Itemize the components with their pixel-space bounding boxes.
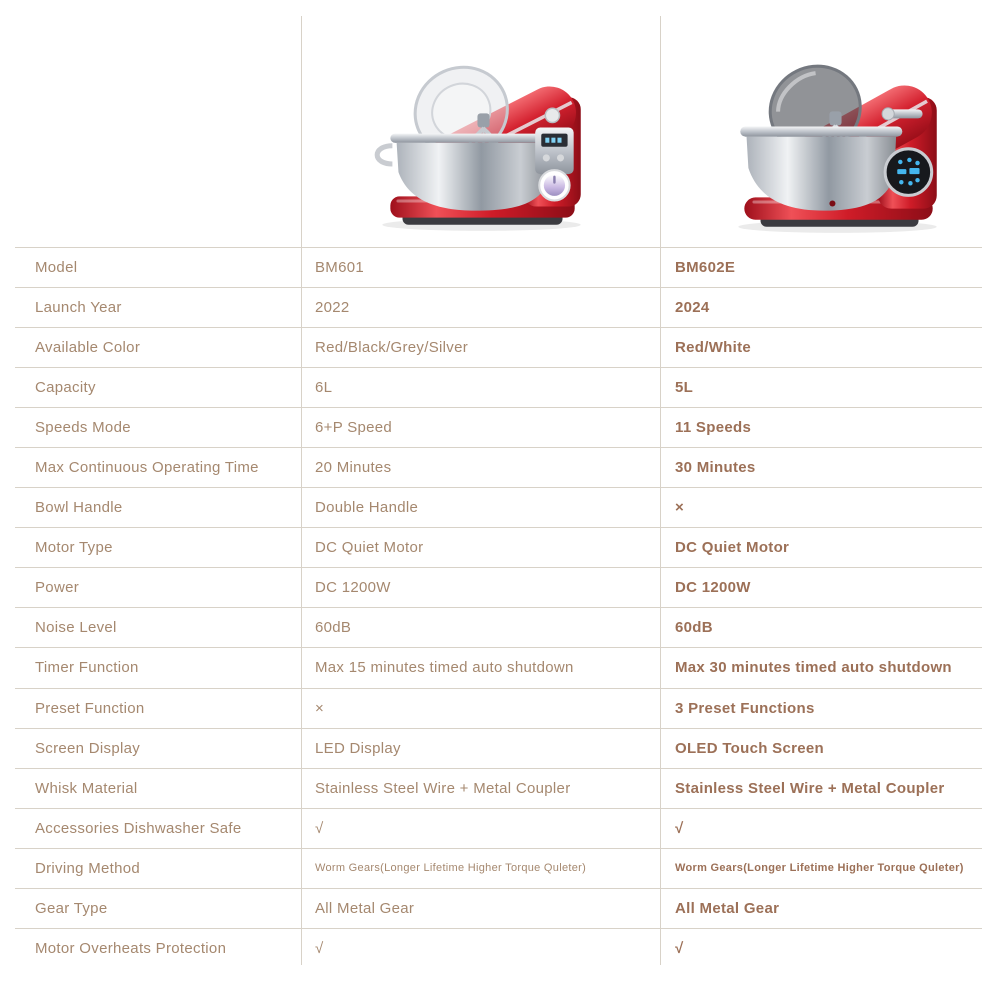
spec-value-bm602e: 60dB <box>675 619 713 637</box>
spec-value-bm601: × <box>315 699 325 717</box>
spec-label: Preset Function <box>35 699 145 717</box>
table-row-preset-function <box>15 688 982 728</box>
table-row-launch-year <box>15 287 982 327</box>
spec-value-bm601: All Metal Gear <box>315 899 415 917</box>
spec-value-bm602e: Stainless Steel Wire + Metal Coupler <box>675 779 945 797</box>
spec-label: Driving Method <box>35 859 141 877</box>
spec-label: Available Color <box>35 339 141 357</box>
stand-mixer-bm601-illustration <box>362 10 600 238</box>
spec-value-bm601: 6+P Speed <box>315 419 393 437</box>
spec-value-bm601: DC Quiet Motor <box>315 539 424 557</box>
table-row-motor-type <box>15 527 982 567</box>
spec-value-bm601: Worm Gears(Longer Lifetime Higher Torque Quleter) <box>315 862 587 875</box>
table-row-gear-type <box>15 888 982 928</box>
spec-value-bm601: Stainless Steel Wire + Metal Coupler <box>315 779 571 797</box>
spec-label: Motor Overheats Protection <box>35 939 227 957</box>
spec-value-bm602e: 3 Preset Functions <box>675 699 815 717</box>
spec-value-bm602e: √ <box>675 819 684 837</box>
spec-value-bm602e: 30 Minutes <box>675 459 756 477</box>
spec-label: Whisk Material <box>35 779 138 797</box>
spec-value-bm602e: Worm Gears(Longer Lifetime Higher Torque Quleter) <box>675 862 964 875</box>
spec-value-bm602e: √ <box>675 939 684 957</box>
table-row-bowl-handle <box>15 487 982 527</box>
spec-value-bm601: DC 1200W <box>315 579 391 597</box>
spec-value-bm602e: Red/White <box>675 339 752 357</box>
spec-value-bm601: √ <box>315 939 324 957</box>
spec-label: Capacity <box>35 379 96 397</box>
spec-value-bm601: 20 Minutes <box>315 459 392 477</box>
spec-value-bm602e: BM602E <box>675 259 736 277</box>
spec-value-bm601: LED Display <box>315 739 401 757</box>
table-row-speeds-mode <box>15 407 982 447</box>
spec-label: Launch Year <box>35 299 122 317</box>
table-row-available-color <box>15 327 982 367</box>
spec-value-bm601: 60dB <box>315 619 352 637</box>
spec-label: Motor Type <box>35 539 113 557</box>
table-row-screen-display <box>15 728 982 768</box>
spec-label: Power <box>35 579 80 597</box>
spec-value-bm602e: DC Quiet Motor <box>675 539 790 557</box>
spec-value-bm602e: 11 Speeds <box>675 419 752 437</box>
spec-value-bm602e: 2024 <box>675 299 710 317</box>
spec-value-bm601: BM601 <box>315 259 365 277</box>
spec-value-bm602e: DC 1200W <box>675 579 751 597</box>
table-row-noise-level <box>15 607 982 647</box>
table-row-capacity <box>15 367 982 407</box>
stand-mixer-bm602e-illustration <box>718 10 956 238</box>
spec-label: Timer Function <box>35 659 139 677</box>
spec-value-bm601: 2022 <box>315 299 350 317</box>
table-row-max-operating-time <box>15 447 982 487</box>
spec-value-bm602e: Max 30 minutes timed auto shutdown <box>675 659 952 677</box>
product-images-row <box>0 10 1000 247</box>
spec-label: Model <box>35 259 78 277</box>
table-row-power <box>15 567 982 607</box>
spec-label: Bowl Handle <box>35 499 123 517</box>
spec-label: Gear Type <box>35 899 108 917</box>
product-image-bm601 <box>362 10 600 240</box>
spec-label: Screen Display <box>35 739 141 757</box>
table-row-dishwasher-safe <box>15 808 982 848</box>
product-image-bm602e <box>718 10 956 240</box>
table-row-model <box>15 247 982 287</box>
spec-label: Speeds Mode <box>35 419 131 437</box>
spec-value-bm602e: All Metal Gear <box>675 899 780 917</box>
spec-value-bm601: Red/Black/Grey/Silver <box>315 339 469 357</box>
table-row-whisk-material <box>15 768 982 808</box>
table-row-driving-method <box>15 848 982 888</box>
spec-value-bm602e: OLED Touch Screen <box>675 739 825 757</box>
spec-value-bm602e: × <box>675 499 685 517</box>
spec-label: Accessories Dishwasher Safe <box>35 819 242 837</box>
table-row-timer-function <box>15 647 982 687</box>
spec-value-bm601: 6L <box>315 379 333 397</box>
spec-label: Max Continuous Operating Time <box>35 459 259 477</box>
spec-value-bm601: Double Handle <box>315 499 419 517</box>
spec-value-bm602e: 5L <box>675 379 694 397</box>
spec-value-bm601: Max 15 minutes timed auto shutdown <box>315 659 574 677</box>
spec-label: Noise Level <box>35 619 117 637</box>
spec-value-bm601: √ <box>315 819 324 837</box>
table-row-overheat-protection <box>15 928 982 968</box>
spec-comparison-table <box>15 247 982 968</box>
